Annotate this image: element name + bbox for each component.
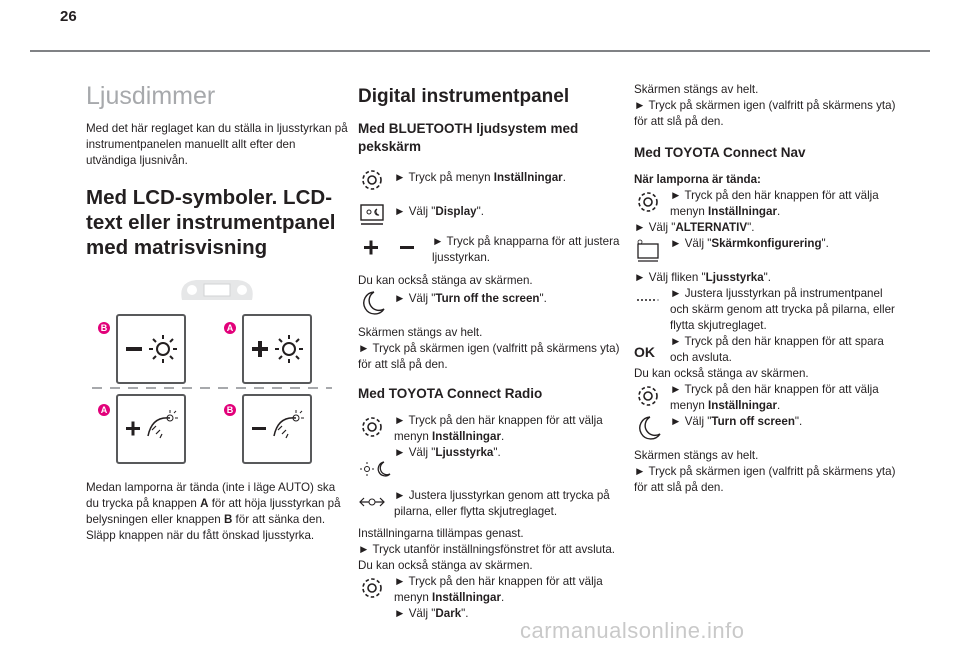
button-a-plus-brightness[interactable] <box>242 314 312 384</box>
display-icon <box>358 200 386 228</box>
screen-brightness-icon <box>634 236 662 264</box>
nav-also-text: Du kan också stänga av skärmen. <box>634 367 809 380</box>
tag-a-top: A <box>224 322 236 334</box>
plus-minus-icons <box>358 234 422 267</box>
settings-gear-icon <box>358 166 386 194</box>
sun-moon-icon <box>358 459 620 484</box>
ok-label: OK <box>634 344 655 360</box>
nav-step-ok: OK ► Tryck på den här knappen för att spara och avsluta. <box>634 335 884 364</box>
lamps-label: När lamporna är tända: <box>634 173 761 186</box>
column-1 <box>86 82 348 544</box>
tag-b-top: B <box>98 322 110 334</box>
dashboard-icon <box>174 274 260 304</box>
radio-applied-text: Inställningarna tillämpas genast. <box>358 527 524 540</box>
settings-gear-icon <box>634 382 662 410</box>
title-ljusdimmer: Ljusdimmer <box>86 82 216 110</box>
moon-icon <box>634 414 662 442</box>
page-number: 26 <box>60 8 77 25</box>
title-digital-panel: Digital instrumentpanel <box>358 86 570 107</box>
on-text: ► Tryck på skärmen igen (valfritt på skärmens yta) för att slå på den. <box>634 99 896 128</box>
radio-step-settings: ► Tryck på den här knappen för att välja menyn Inställningar. ► Välj "Ljusstyrka". <box>358 413 620 461</box>
subtitle-connect-radio: Med TOYOTA Connect Radio <box>358 386 543 401</box>
off-text: Skärmen stängs av helt. <box>634 83 759 96</box>
plus-sun-icon <box>244 316 310 382</box>
button-b-minus-dimmer[interactable] <box>242 394 312 464</box>
tag-b-bottom: B <box>224 404 236 416</box>
nav-step-alternativ: ► Välj "ALTERNATIV". <box>634 221 755 234</box>
plus-dimmer-icon <box>118 396 184 462</box>
dimmer-illustration <box>92 274 332 464</box>
bt-step-turn-off: ► Välj "Turn off the screen". <box>358 289 620 317</box>
bt-step-settings: ► Tryck på menyn Inställningar. <box>358 166 620 194</box>
nav-step-settings: ► Tryck på den här knappen för att välja menyn Inställningar. <box>634 188 904 220</box>
radio-also-text: Du kan också stänga av skärmen. <box>358 559 533 572</box>
radio-step-dark: ► Tryck på den här knappen för att välja menyn Inställningar. ► Välj "Dark". <box>358 574 620 622</box>
intro-text: Med det här reglaget kan du ställa in ljusstyrkan på instrumentpanelen manuellt allt efter den utvändiga ljusnivån. <box>86 122 348 167</box>
bt-also-text: Du kan också stänga av skärmen. <box>358 274 533 287</box>
subtitle-connect-nav: Med TOYOTA Connect Nav <box>634 145 806 160</box>
nav-step-tab: ► Välj fliken "Ljusstyrka". <box>634 271 771 284</box>
subtitle-bluetooth: Med BLUETOOTH ljudsystem med pekskärm <box>358 121 579 154</box>
dashed-divider <box>92 386 332 390</box>
minus-dimmer-icon <box>244 396 310 462</box>
nav-step-turn-off: ► Välj "Turn off screen". <box>634 414 904 442</box>
header-rule <box>30 50 930 52</box>
settings-gear-icon <box>358 413 386 441</box>
button-b-minus-brightness[interactable] <box>116 314 186 384</box>
watermark: carmanualsonline.info <box>520 618 745 643</box>
column-2 <box>358 86 620 628</box>
column-3 <box>634 82 904 496</box>
settings-gear-icon <box>634 188 662 216</box>
tag-a-bottom: A <box>98 404 110 416</box>
body-release-text: Släpp knappen när du fått önskad ljusstyrka. <box>86 529 315 542</box>
slider-arrows-icon <box>358 488 386 516</box>
bt-step-adjust: ► Tryck på knapparna för att justera ljusstyrkan. <box>358 234 620 267</box>
moon-icon <box>358 289 386 317</box>
settings-gear-icon <box>358 574 386 602</box>
nav-off-text: Skärmen stängs av helt. <box>634 449 759 462</box>
nav-step-screen-config: ► Välj "Skärmkonfigurering". <box>634 236 904 264</box>
body-buttons-text: Medan lamporna är tända (inte i läge AUTO) ska du trycka på knappen A för att höja ljusstyrkan på belysningen eller knappen B för att sänka den. <box>86 481 341 526</box>
nav-on-text: ► Tryck på skärmen igen (valfritt på skärmens yta) för att slå på den. <box>634 465 896 494</box>
nav-step-settings-2: ► Tryck på den här knappen för att välja menyn Inställningar. <box>634 382 904 414</box>
radio-close-text: ► Tryck utanför inställningsfönstret för att avsluta. <box>358 543 615 556</box>
button-a-plus-dimmer[interactable] <box>116 394 186 464</box>
bt-off-text: Skärmen stängs av helt. <box>358 326 483 339</box>
section-lcd-title: Med LCD-symboler. LCD-text eller instrumentpanel med matrisvisning <box>86 186 336 259</box>
bt-on-text: ► Tryck på skärmen igen (valfritt på skärmens yta) för att slå på den. <box>358 342 620 371</box>
radio-step-adjust: ► Justera ljusstyrkan genom att trycka på pilarna, eller flytta skjutreglaget. <box>358 488 620 520</box>
nav-step-adjust: ► Justera ljusstyrkan på instrumentpanel och skärm genom att trycka på pilarna, eller flytta skjutreglaget. <box>634 286 904 334</box>
dots-slider-icon <box>634 286 662 314</box>
bt-step-display: ► Välj "Display". <box>358 200 620 228</box>
minus-sun-icon <box>118 316 184 382</box>
